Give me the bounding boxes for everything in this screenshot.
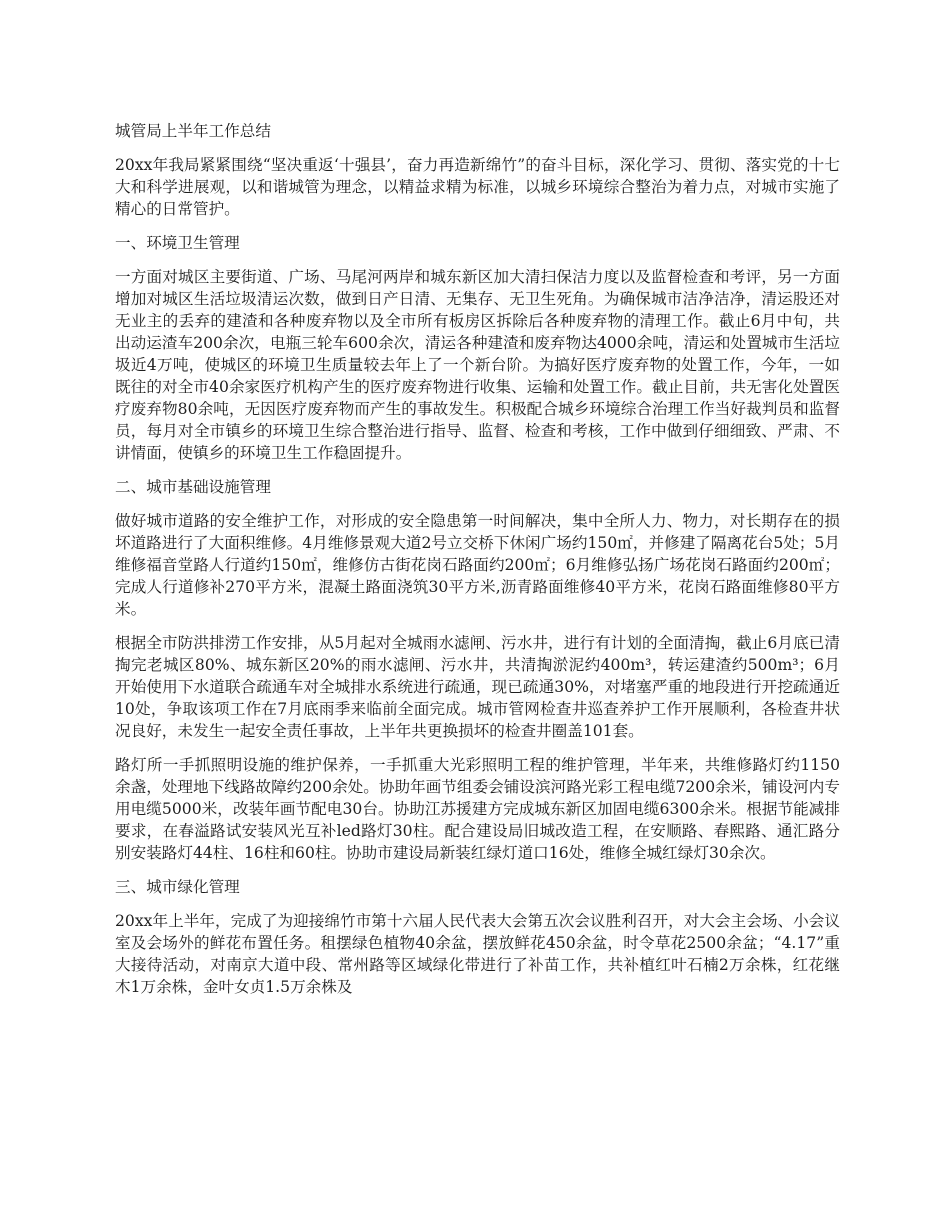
intro-paragraph: 20xx年我局紧紧围绕“坚决重返‘十强县’，奋力再造新绵竹”的奋斗目标，深化学习、贯彻、落实党的十七大和科学进展观，以和谐城管为理念，以精益求精为标准，以城乡环境综合整治为着力点，对城市实施了精心的日常管护。 [115, 156, 840, 218]
section-heading-greening: 三、城市绿化管理 [115, 878, 240, 896]
document-title: 城管局上半年工作总结 [115, 122, 271, 140]
drainage-paragraph: 根据全市防洪排涝工作安排，从5月起对全城雨水滤闸、污水井，进行有计划的全面清掏，截止6月底已清掏完老城区80%、城东新区20%的雨水滤闸、污水井，共清掏淤泥约400m³，转运建渣约500m³；6月开始使用下水道联合疏通车对全城排水系统进行疏通，现已疏通30%，对堵塞严重的地段进行开挖疏通近10处，争取该项工作在7月底雨季来临前全面完成。城市管网检查井巡查养护工作开展顺利，各检查井状况良好，未发生一起安全责任事故，上半年共更换损坏的检查井圈盖101套。 [115, 634, 841, 740]
roads-paragraph: 做好城市道路的安全维护工作，对形成的安全隐患第一时间解决，集中全所人力、物力，对长期存在的损坏道路进行了大面积维修。4月维修景观大道2号立交桥下休闲广场约150㎡，并修建了隔离花台5处；5月维修福音堂路人行道约150㎡，维修仿古街花岗石路面约200㎡；6月维修弘扬广场花岗石路面约200㎡；完成人行道修补270平方米，混凝土路面浇筑30平方米,沥青路面维修40平方米，花岗石路面维修80平方米。 [115, 512, 840, 618]
section-heading-infrastructure: 二、城市基础设施管理 [115, 478, 271, 496]
streetlights-paragraph: 路灯所一手抓照明设施的维护保养，一手抓重大光彩照明工程的维护管理，半年来，共维修路灯约1150余盏，处理地下线路故障约200余处。协助年画节组委会铺设滨河路光彩工程电缆7200余米，铺设河内专用电缆5000米，改装年画节配电30台。协助江苏援建方完成城东新区加固电缆6300余米。根据节能减排要求，在春溢路试安装风光互补led路灯30柱。配合建设局旧城改造工程，在安顺路、春熙路、通汇路分别安装路灯44柱、16柱和60柱。协助市建设局新装红绿灯道口16处，维修全城红绿灯30余次。 [115, 756, 840, 862]
sanitation-paragraph: 一方面对城区主要街道、广场、马尾河两岸和城东新区加大清扫保洁力度以及监督检查和考评，另一方面增加对城区生活垃圾清运次数，做到日产日清、无集存、无卫生死角。为确保城市洁净洁净，清运股还对无业主的丢弃的建渣和各种废弃物以及全市所有板房区拆除后各种废弃物的清理工作。截止6月中旬，共出动运渣车200余次，电瓶三轮车600余次，清运各种建渣和废弃物达4000余吨，清运和处置城市生活垃圾近4万吨，使城区的环境卫生质量较去年上了一个新台阶。为搞好医疗废弃物的处置工作，今年，一如既往的对全市40余家医疗机构产生的医疗废弃物进行收集、运输和处置工作。截止目前，共无害化处置医疗废弃物80余吨，无因医疗废弃物而产生的事故发生。积极配合城乡环境综合治理工作当好裁判员和监督员，每月对全市镇乡的环境卫生综合整治进行指导、监督、检查和考核，工作中做到仔细细致、严肃、不讲情面，使镇乡的环境卫生工作稳固提升。 [115, 268, 840, 462]
document-page [115, 120, 840, 1010]
greening-paragraph: 20xx年上半年，完成了为迎接绵竹市第十六届人民代表大会第五次会议胜利召开，对大会主会场、小会议室及会场外的鲜花布置任务。租摆绿色植物40余盆，摆放鲜花450余盆，时令草花2500余盆；“4.17”重大接待活动，对南京大道中段、常州路等区域绿化带进行了补苗工作，共补植红叶石楠2万余株，红花继木1万余株，金叶女贞1.5万余株及 [115, 912, 840, 996]
section-heading-sanitation: 一、环境卫生管理 [115, 234, 240, 252]
